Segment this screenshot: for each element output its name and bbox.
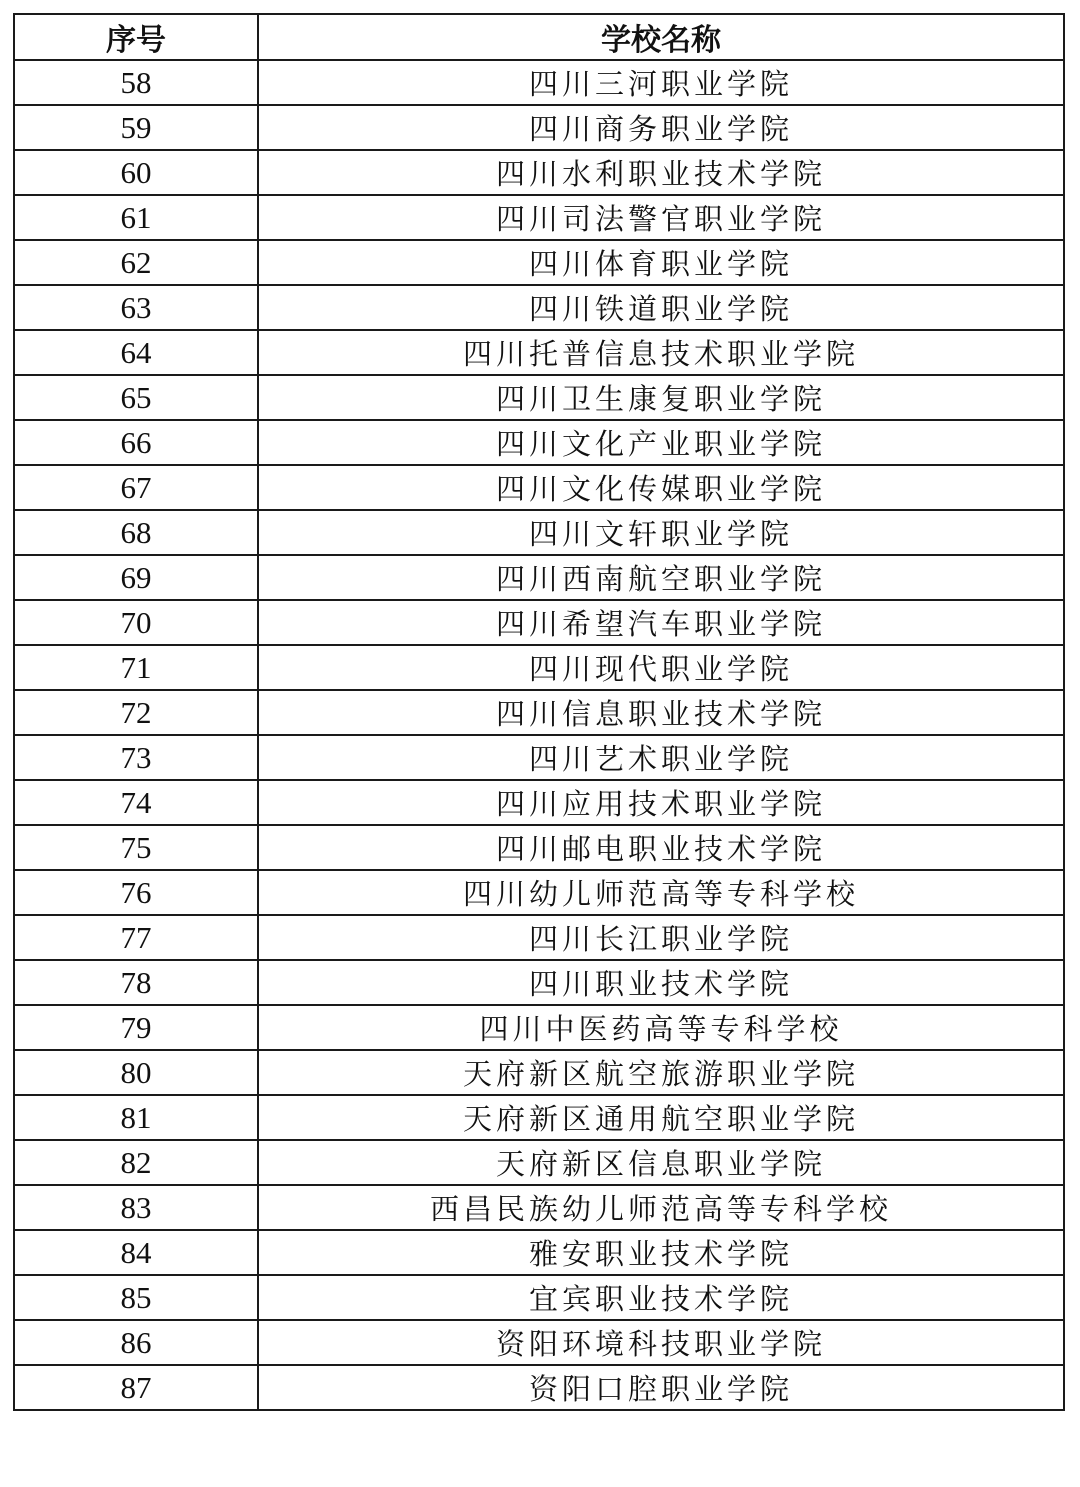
- table-row: [14, 645, 1064, 690]
- table-row: [14, 1320, 1064, 1365]
- table-row: [14, 1005, 1064, 1050]
- row-index-cell: 80: [14, 1050, 258, 1095]
- table-row: [14, 735, 1064, 780]
- table-row: [14, 375, 1064, 420]
- table-row: [14, 870, 1064, 915]
- row-index-cell: 87: [14, 1365, 258, 1410]
- row-index-cell: 60: [14, 150, 258, 195]
- table-row: [14, 780, 1064, 825]
- school-name-cell: 四川三河职业学院: [258, 60, 1064, 105]
- row-index-cell: 82: [14, 1140, 258, 1185]
- table-row: [14, 105, 1064, 150]
- table-header: [14, 14, 1064, 60]
- row-index-cell: 83: [14, 1185, 258, 1230]
- school-name-cell: 西昌民族幼儿师范高等专科学校: [258, 1185, 1064, 1230]
- row-index-cell: 67: [14, 465, 258, 510]
- table-row: [14, 600, 1064, 645]
- row-index-cell: 70: [14, 600, 258, 645]
- school-name-cell: 四川中医药高等专科学校: [258, 1005, 1064, 1050]
- row-index-cell: 78: [14, 960, 258, 1005]
- table-row: [14, 240, 1064, 285]
- table-row: [14, 465, 1064, 510]
- header-index: 序号: [14, 14, 258, 60]
- school-name-cell: 雅安职业技术学院: [258, 1230, 1064, 1275]
- school-name-cell: 四川幼儿师范高等专科学校: [258, 870, 1064, 915]
- header-row: [14, 14, 1064, 60]
- table-row: [14, 420, 1064, 465]
- school-name-cell: 四川应用技术职业学院: [258, 780, 1064, 825]
- school-name-cell: 四川长江职业学院: [258, 915, 1064, 960]
- table-row: [14, 1275, 1064, 1320]
- table-row: [14, 690, 1064, 735]
- table-row: [14, 1365, 1064, 1410]
- school-name-cell: 四川卫生康复职业学院: [258, 375, 1064, 420]
- school-name-cell: 四川现代职业学院: [258, 645, 1064, 690]
- school-name-cell: 四川信息职业技术学院: [258, 690, 1064, 735]
- school-name-cell: 四川文轩职业学院: [258, 510, 1064, 555]
- school-name-cell: 四川司法警官职业学院: [258, 195, 1064, 240]
- table-row: [14, 60, 1064, 105]
- row-index-cell: 84: [14, 1230, 258, 1275]
- row-index-cell: 71: [14, 645, 258, 690]
- school-name-cell: 四川希望汽车职业学院: [258, 600, 1064, 645]
- school-name-cell: 四川西南航空职业学院: [258, 555, 1064, 600]
- table-row: [14, 555, 1064, 600]
- table-row: [14, 1140, 1064, 1185]
- table-row: [14, 285, 1064, 330]
- row-index-cell: 61: [14, 195, 258, 240]
- school-name-cell: 四川文化传媒职业学院: [258, 465, 1064, 510]
- school-name-cell: 四川体育职业学院: [258, 240, 1064, 285]
- table-row: [14, 1230, 1064, 1275]
- row-index-cell: 68: [14, 510, 258, 555]
- school-name-cell: 天府新区航空旅游职业学院: [258, 1050, 1064, 1095]
- row-index-cell: 85: [14, 1275, 258, 1320]
- school-name-cell: 四川邮电职业技术学院: [258, 825, 1064, 870]
- row-index-cell: 65: [14, 375, 258, 420]
- row-index-cell: 66: [14, 420, 258, 465]
- row-index-cell: 64: [14, 330, 258, 375]
- school-name-cell: 四川铁道职业学院: [258, 285, 1064, 330]
- row-index-cell: 77: [14, 915, 258, 960]
- row-index-cell: 69: [14, 555, 258, 600]
- row-index-cell: 79: [14, 1005, 258, 1050]
- school-name-cell: 天府新区信息职业学院: [258, 1140, 1064, 1185]
- row-index-cell: 74: [14, 780, 258, 825]
- school-name-cell: 四川商务职业学院: [258, 105, 1064, 150]
- row-index-cell: 62: [14, 240, 258, 285]
- table-row: [14, 825, 1064, 870]
- table-row: [14, 960, 1064, 1005]
- header-school-name: 学校名称: [258, 14, 1064, 60]
- school-name-cell: 四川艺术职业学院: [258, 735, 1064, 780]
- table-body: [14, 60, 1064, 1410]
- row-index-cell: 63: [14, 285, 258, 330]
- school-name-cell: 天府新区通用航空职业学院: [258, 1095, 1064, 1140]
- table-row: [14, 915, 1064, 960]
- row-index-cell: 81: [14, 1095, 258, 1140]
- school-list-table: [13, 13, 1065, 1411]
- table-row: [14, 330, 1064, 375]
- row-index-cell: 86: [14, 1320, 258, 1365]
- school-name-cell: 资阳环境科技职业学院: [258, 1320, 1064, 1365]
- row-index-cell: 58: [14, 60, 258, 105]
- table-row: [14, 150, 1064, 195]
- school-name-cell: 四川托普信息技术职业学院: [258, 330, 1064, 375]
- school-name-cell: 四川文化产业职业学院: [258, 420, 1064, 465]
- table-row: [14, 1185, 1064, 1230]
- school-name-cell: 四川职业技术学院: [258, 960, 1064, 1005]
- table-row: [14, 1095, 1064, 1140]
- school-list-table-container: [13, 13, 1063, 1411]
- school-name-cell: 四川水利职业技术学院: [258, 150, 1064, 195]
- row-index-cell: 59: [14, 105, 258, 150]
- school-name-cell: 资阳口腔职业学院: [258, 1365, 1064, 1410]
- row-index-cell: 73: [14, 735, 258, 780]
- row-index-cell: 75: [14, 825, 258, 870]
- table-row: [14, 1050, 1064, 1095]
- school-name-cell: 宜宾职业技术学院: [258, 1275, 1064, 1320]
- row-index-cell: 72: [14, 690, 258, 735]
- table-row: [14, 195, 1064, 240]
- row-index-cell: 76: [14, 870, 258, 915]
- table-row: [14, 510, 1064, 555]
